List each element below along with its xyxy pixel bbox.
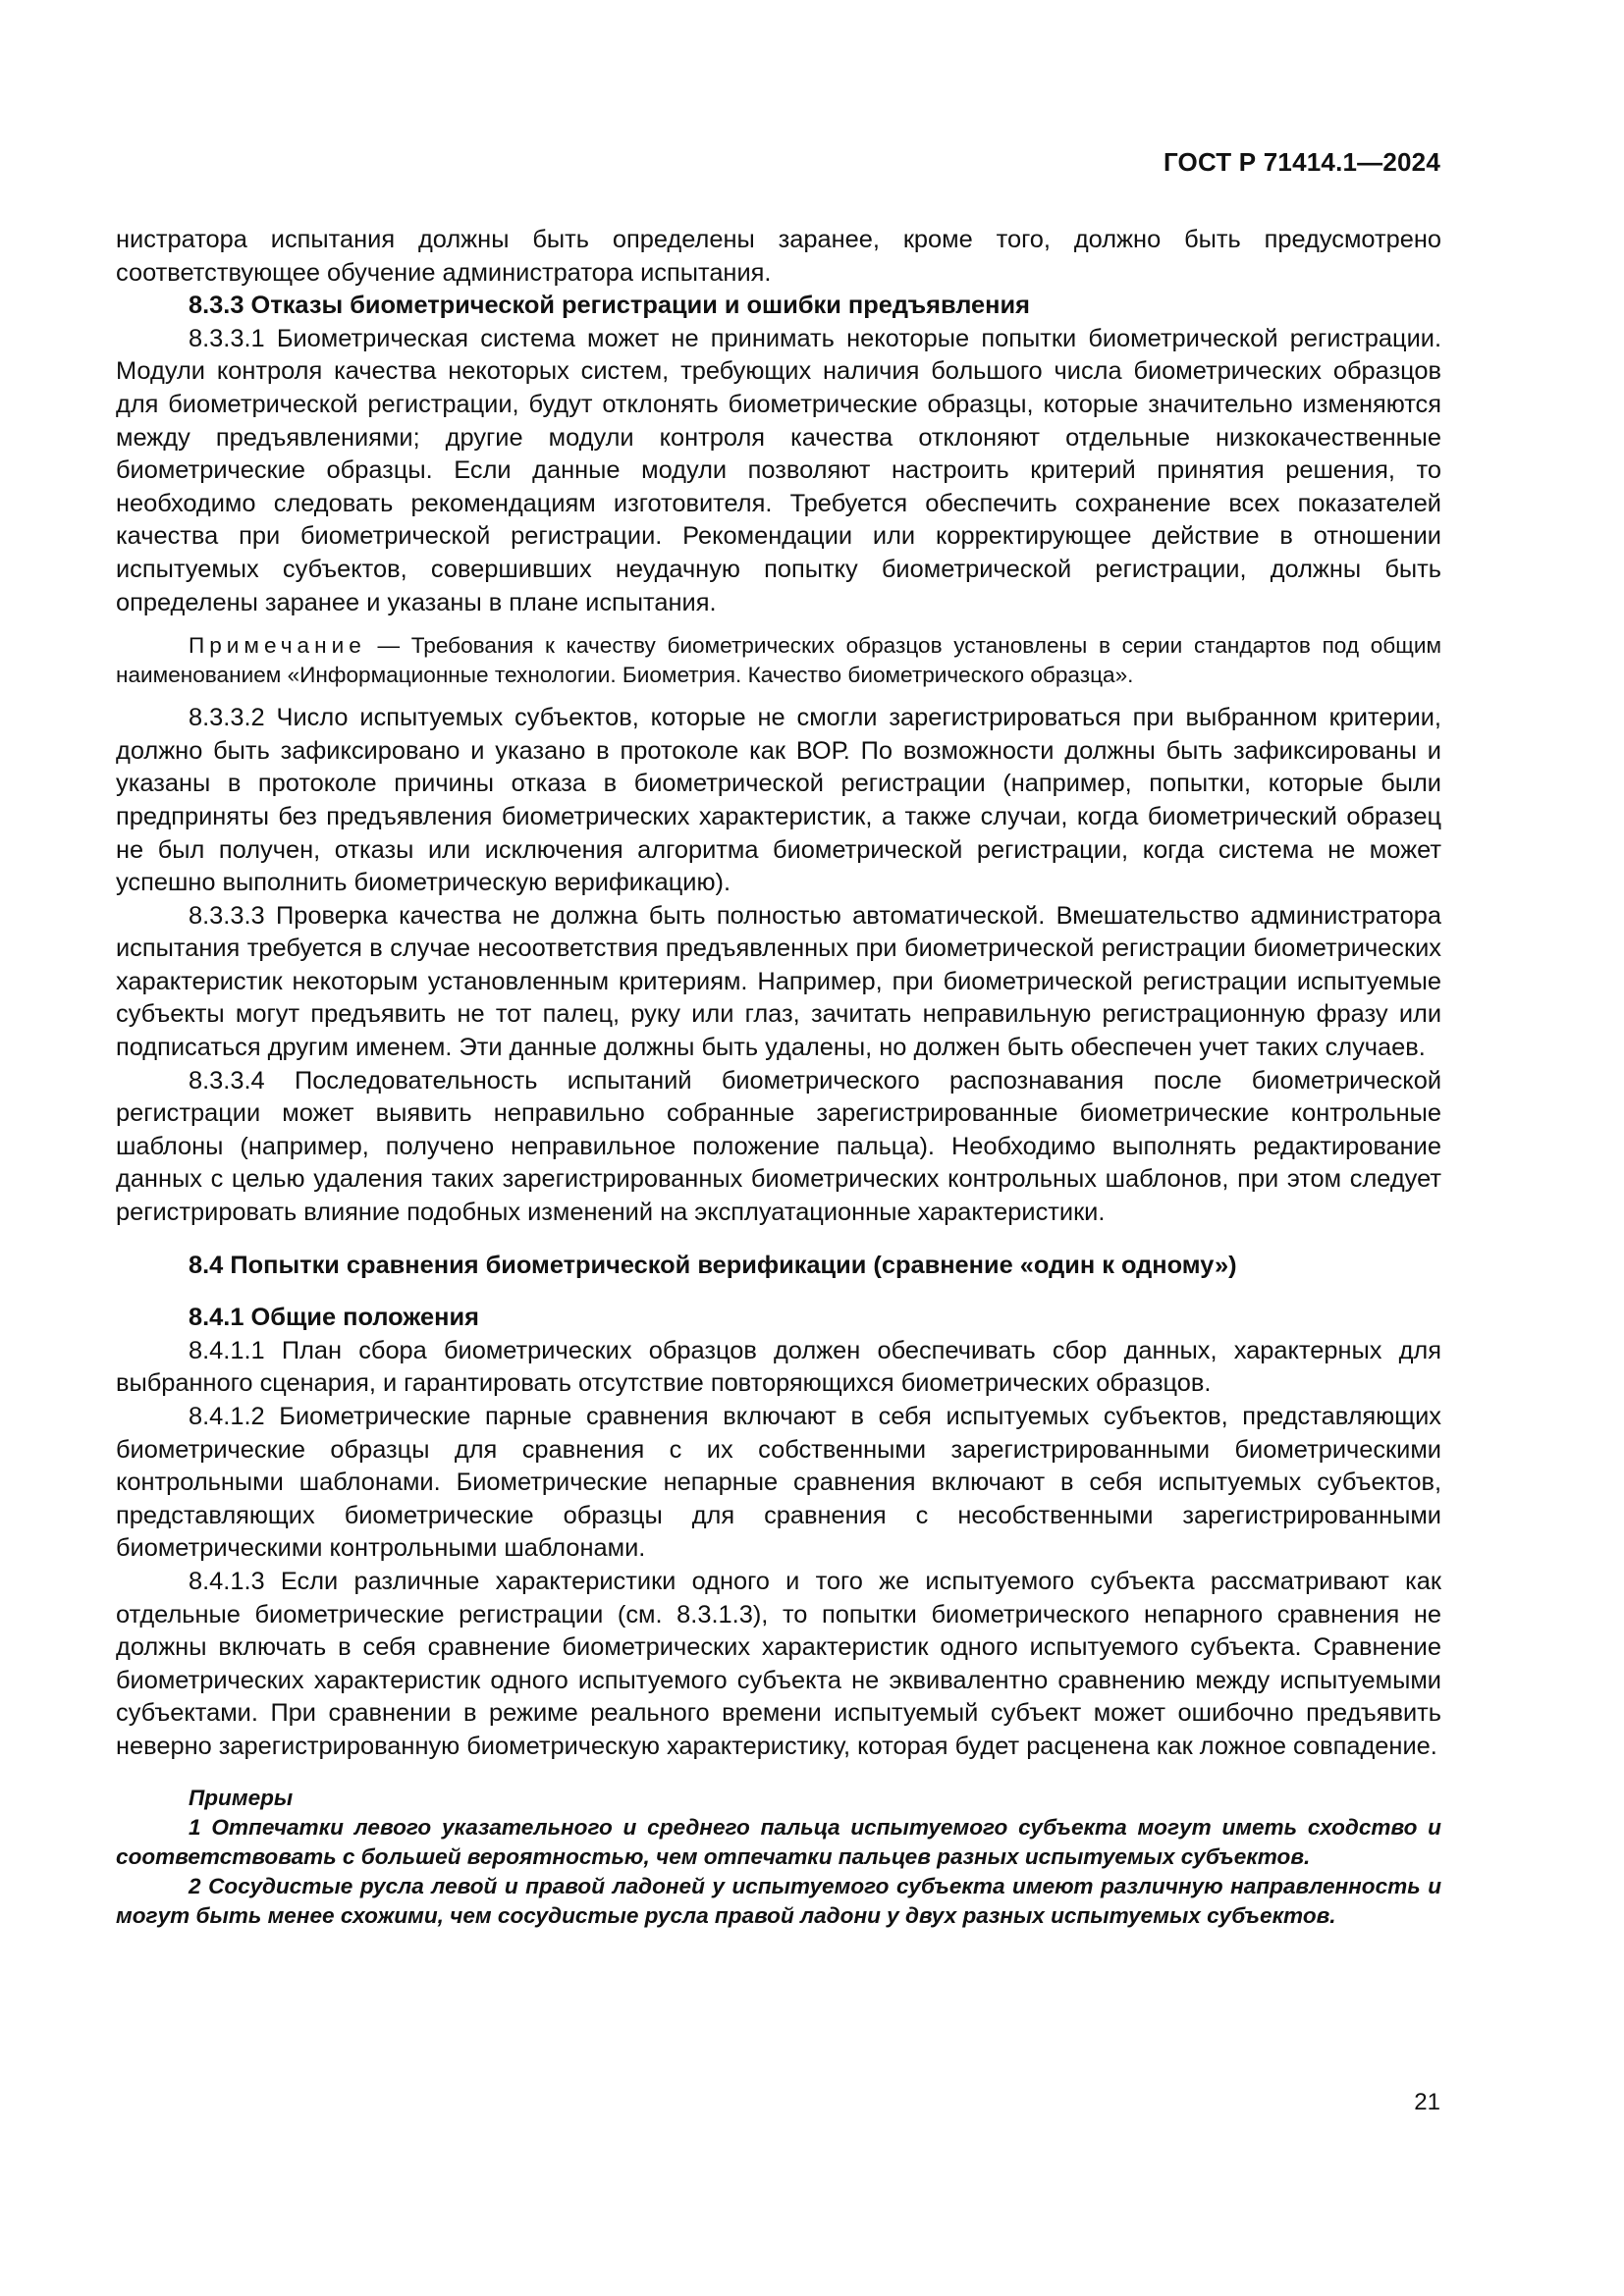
paragraph-8-3-3-2: 8.3.3.2 Число испытуемых субъектов, которые не смогли зарегистрироваться при выбранном критерии, должно быть зафиксировано и указано в протоколе как ВОР. По возможности должны быть зафиксированы и указаны в протоколе причины отказа в биометрической регистрации (например, попытки, которые были предприняты без предъявления биометрических характеристик, а также случаи, когда биометрический образец не был получен, отказы или исключения алгоритма биометрической регистрации, когда система не может успешно выполнить биометрическую верификацию). <box>116 704 1441 897</box>
example-1: 1 Отпечатки левого указательного и среднего пальца испытуемого субъекта могут иметь сходство и соответствовать с большей вероятностью, чем отпечатки пальцев разных испытуемых субъектов. <box>116 1814 1441 1869</box>
example-2: 2 Сосудистые русла левой и правой ладоней у испытуемого субъекта имеют различную направленность и могут быть менее схожими, чем сосудистые русла правой ладони у двух разных испытуемых субъектов. <box>116 1873 1441 1928</box>
document-header: ГОСТ Р 71414.1—2024 <box>1163 147 1440 177</box>
examples-title: Примеры <box>189 1785 294 1810</box>
note <box>116 631 1441 690</box>
note-label: Примечание <box>189 633 366 659</box>
paragraph-8-3-3-4: 8.3.3.4 Последовательность испытаний биометрического распознавания после биометрической регистрации может выявить неправильно собранные зарегистрированные биометрические контрольные шаблоны (например, получено неправильное положение пальца). Необходимо выполнять редактирование данных с целью удаления таких зарегистрированных биометрических контрольных шаблонов, при этом следует регистрировать влияние подобных изменений на эксплуатационные характеристики. <box>116 1066 1441 1227</box>
page-number: 21 <box>1414 2089 1440 2115</box>
paragraph-8-4-1-3: 8.4.1.3 Если различные характеристики одного и того же испытуемого субъекта рассматривают как отдельные биометрические регистрации (см. 8.3.1.3), то попытки биометрического непарного сравнения не должны включать в себя сравнение биометрических характеристик одного испытуемого субъекта. Сравнение биометрических характеристик одного испытуемого субъекта не эквивалентно сравнению между испытуемыми субъектами. При сравнении в режиме реального времени испытуемый субъект может ошибочно предъявить неверно зарегистрированную биометрическую характеристику, которая будет расценена как ложное совпадение. <box>116 1567 1441 1760</box>
paragraph-continuation: нистратора испытания должны быть определены заранее, кроме того, должно быть предусмотрено соответствующее обучение администратора испытания. <box>116 226 1441 287</box>
paragraph-8-4-1-2: 8.4.1.2 Биометрические парные сравнения включают в себя испытуемых субъектов, представляющих биометрические образцы для сравнения с их собственными зарегистрированными биометрическими контрольными шаблонами. Биометрические непарные сравнения включают в себя испытуемых субъектов, представляющих биометрические образцы для сравнения с несобственными зарегистрированными биометрическими контрольными шаблонами. <box>116 1403 1441 1563</box>
note-text: — Требования к качеству биометрических образцов установлены в серии стандартов под общим наименованием «Информационные технологии. Биометрия. Качество биометрического образца». <box>116 633 1441 688</box>
paragraph-8-4-1-1: 8.4.1.1 План сбора биометрических образцов должен обеспечивать сбор данных, характерных для выбранного сценария, и гарантировать отсутствие повторяющихся биометрических образцов. <box>116 1336 1441 1398</box>
page-content <box>116 224 1441 1931</box>
heading-8-4-1: 8.4.1 Общие положения <box>189 1304 479 1332</box>
heading-8-3-3: 8.3.3 Отказы биометрической регистрации и ошибки предъявления <box>189 292 1030 320</box>
heading-8-4: 8.4 Попытки сравнения биометрической верификации (сравнение «один к одному») <box>189 1251 1237 1279</box>
paragraph-8-3-3-3: 8.3.3.3 Проверка качества не должна быть полностью автоматической. Вмешательство администратора испытания требуется в случае несоответствия предъявленных при биометрической регистрации биометрических характеристик некоторым установленным критериям. Например, при биометрической регистрации испытуемые субъекты могут предъявить не тот палец, руку или глаз, зачитать неправильную регистрационную фразу или подписаться другим именем. Эти данные должны быть удалены, но должен быть обеспечен учет таких случаев. <box>116 901 1441 1062</box>
paragraph-8-3-3-1: 8.3.3.1 Биометрическая система может не принимать некоторые попытки биометрической регистрации. Модули контроля качества некоторых систем, требующих наличия большого числа биометрических образцов для биометрической регистрации, будут отклонять биометрические образцы, которые значительно изменяются между предъявлениями; другие модули контроля качества отклоняют отдельные низкокачественные биометрические образцы. Если данные модули позволяют настроить критерий принятия решения, то необходимо следовать рекомендациям изготовителя. Требуется обеспечить сохранение всех показателей качества при биометрической регистрации. Рекомендации или корректирующее действие в отношении испытуемых субъектов, совершивших неудачную попытку биометрической регистрации, должны быть определены заранее и указаны в плане испытания. <box>116 324 1441 616</box>
